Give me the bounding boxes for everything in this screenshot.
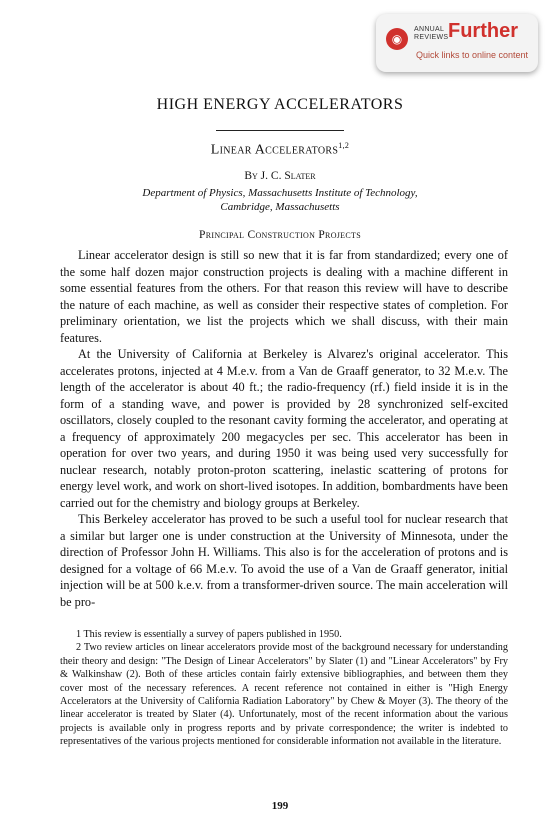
further-badge[interactable] bbox=[376, 14, 538, 72]
body-paragraph: This Berkeley accelerator has proved to be such a useful tool for nuclear research that a similar but larger one is under construction at the University of Minnesota, under the direction of Professor John H. Williams. This also is for the acceleration of protons and is designed for a voltage of 66 M.e.v. To avoid the use of a Van de Graaff generator, initial injection will be at 500 k.e.v. from a transformer-driven source. The main acceleration will be pro- bbox=[60, 512, 508, 609]
badge-label: Further bbox=[448, 20, 518, 42]
badge-sublabel: Quick links to online content bbox=[416, 50, 529, 60]
annual-reviews-logo-icon: ◉ bbox=[386, 28, 408, 50]
footnote: 1 This review is essentially a survey of papers published in 1950. bbox=[76, 629, 342, 640]
badge-publisher: ANNUAL REVIEWS bbox=[414, 26, 449, 41]
page-title: HIGH ENERGY ACCELERATORS bbox=[156, 96, 404, 113]
body-text bbox=[60, 247, 508, 610]
footnote: 2 Two review articles on linear accelerators provide most of the background necessary for understanding their theory and design: "The Design of Linear Accelerators" by Slater (1) and "Linear Accelerators" by Fry & Walkinshaw (2). Both of these articles contain fairly extensive bibliographies, and between them they cover most of the necessary references. A recent reference not contained in either is "High Energy Accelerators at the University of California Radiation Laboratory" by Chew & Moyer (3). The theory of the linear accelerator is treated by Slater (4). Unfortunately, most of the recent information about the various projects is available only in progress reports and by private correspondence; the writer is indebted to representatives of the various projects mentioned for considerable information not available in the literature. bbox=[60, 642, 508, 748]
affiliation-line-1: Department of Physics, Massachusetts Institute of Technology, bbox=[142, 187, 418, 199]
subtitle-text: Linear Accelerators bbox=[210, 142, 339, 158]
title-divider bbox=[216, 130, 344, 131]
body-paragraph: Linear accelerator design is still so new that it is far from standardized; every one of the some half dozen major construction projects is dealing with a machine different in some essential features from the others. For that reason this review will have to describe the nature of each machine, as well as consider their respective states of completion. For preliminary orientation, we list the projects which we shall discuss, with their main features. bbox=[60, 248, 508, 345]
article-subtitle bbox=[0, 141, 560, 159]
affiliation-line-2: Cambridge, Massachusetts bbox=[220, 201, 340, 213]
page-number: 199 bbox=[271, 800, 289, 812]
affiliation bbox=[0, 186, 560, 214]
author-line: By J. C. Slater bbox=[244, 170, 316, 182]
subtitle-footnote-marker: 1,2 bbox=[338, 141, 350, 150]
footnotes bbox=[60, 628, 508, 749]
body-paragraph: At the University of California at Berkeley is Alvarez's original accelerator. This accelerates protons, injected at 4 M.e.v. from a Van de Graaff generator, to 32 M.e.v. The length of the accelerator is about 40 ft.; the radio-frequency (rf.) field inside it is in the form of a standing wave, and power is provided by 28 synchronized self-excited oscillators, closely coupled to the resonant cavity forming the accelerator, and operating at a frequency of approximately 200 megacycles per sec. This accelerator has been in operation for over two years, and during 1950 it was being used very successfully for nuclear research, notably proton-proton scattering, inelastic scattering of protons for energy level work, and work on short-lived isotopes. In addition, bombardments have been carried out for the chemistry and biology groups at Berkeley. bbox=[60, 347, 508, 510]
section-heading: Principal Construction Projects bbox=[199, 229, 361, 241]
